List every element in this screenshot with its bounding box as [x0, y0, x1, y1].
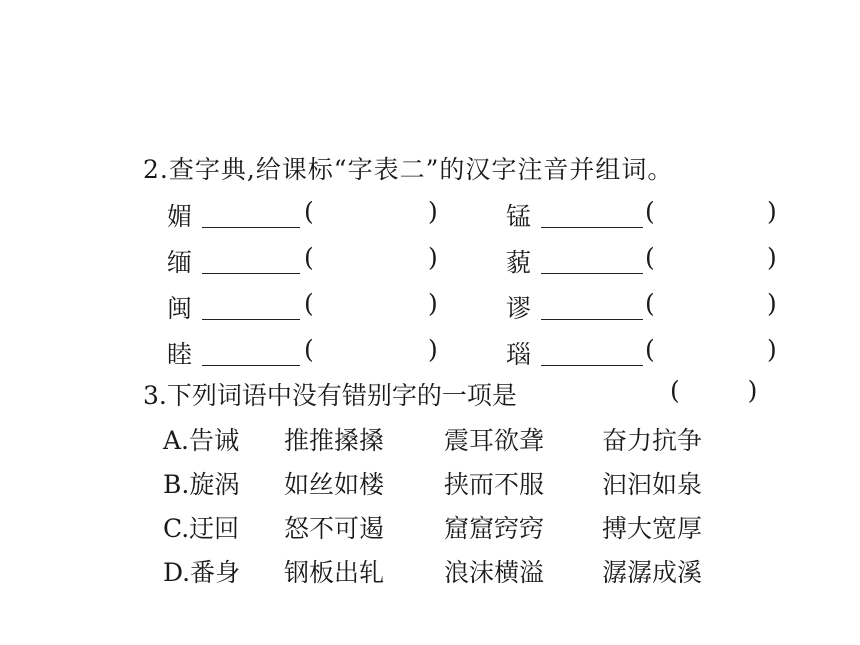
close-paren: )	[747, 376, 758, 405]
option-word: 搏大宽厚	[602, 514, 703, 543]
hanzi-char: 锰	[506, 202, 532, 231]
answer-blank[interactable]	[541, 273, 643, 274]
option-word: 奋力抗争	[602, 426, 703, 455]
answer-blank[interactable]	[541, 319, 643, 320]
hanzi-char: 睦	[167, 340, 193, 369]
hanzi-char: 闽	[167, 294, 193, 323]
answer-blank[interactable]	[202, 273, 300, 274]
close-paren: )	[428, 243, 438, 272]
option-word: 窟窟窍窍	[444, 514, 545, 543]
fill-row	[0, 335, 860, 371]
close-paren: )	[428, 335, 438, 364]
answer-blank[interactable]	[202, 319, 300, 320]
close-paren: )	[428, 197, 438, 226]
option-word: 怒不可遏	[284, 514, 385, 543]
option-label: D.番身	[163, 558, 241, 587]
option-word: 震耳欲聋	[444, 426, 545, 455]
option-word: 汩汩如泉	[602, 470, 703, 499]
open-paren: (	[304, 197, 314, 226]
question-3-prompt: 3.下列词语中没有错别字的一项是	[143, 381, 517, 410]
close-paren: )	[767, 243, 777, 272]
close-paren: )	[428, 289, 438, 318]
fill-row	[0, 289, 860, 325]
option-word: 钢板出轧	[284, 558, 385, 587]
fill-row	[0, 243, 860, 279]
open-paren: (	[670, 376, 680, 405]
question-2-prompt: 2.查字典,给课标“字表二”的汉字注音并组词。	[143, 155, 674, 184]
answer-blank[interactable]	[541, 227, 643, 228]
hanzi-char: 藐	[506, 248, 532, 277]
option-word: 挟而不服	[444, 470, 545, 499]
option-word: 浪沫横溢	[444, 558, 545, 587]
option-word: 推推搡搡	[284, 426, 385, 455]
close-paren: )	[767, 289, 777, 318]
open-paren: (	[645, 289, 655, 318]
option-word: 如丝如楼	[284, 470, 385, 499]
hanzi-char: 缅	[167, 248, 193, 277]
hanzi-char: 瑙	[506, 340, 532, 369]
answer-blank[interactable]	[541, 365, 643, 366]
close-paren: )	[767, 335, 777, 364]
answer-blank[interactable]	[202, 227, 300, 228]
answer-bracket[interactable]	[670, 376, 757, 405]
option-label: C.迂回	[163, 514, 240, 543]
option-label: B.旋涡	[163, 470, 240, 499]
open-paren: (	[304, 289, 314, 318]
open-paren: (	[645, 335, 655, 364]
answer-blank[interactable]	[202, 365, 300, 366]
hanzi-char: 媚	[167, 202, 193, 231]
hanzi-char: 谬	[506, 294, 532, 323]
option-word: 潺潺成溪	[602, 558, 703, 587]
open-paren: (	[304, 335, 314, 364]
fill-row	[0, 197, 860, 233]
close-paren: )	[767, 197, 777, 226]
open-paren: (	[645, 243, 655, 272]
option-label: A.告诫	[163, 426, 240, 455]
open-paren: (	[645, 197, 655, 226]
open-paren: (	[304, 243, 314, 272]
